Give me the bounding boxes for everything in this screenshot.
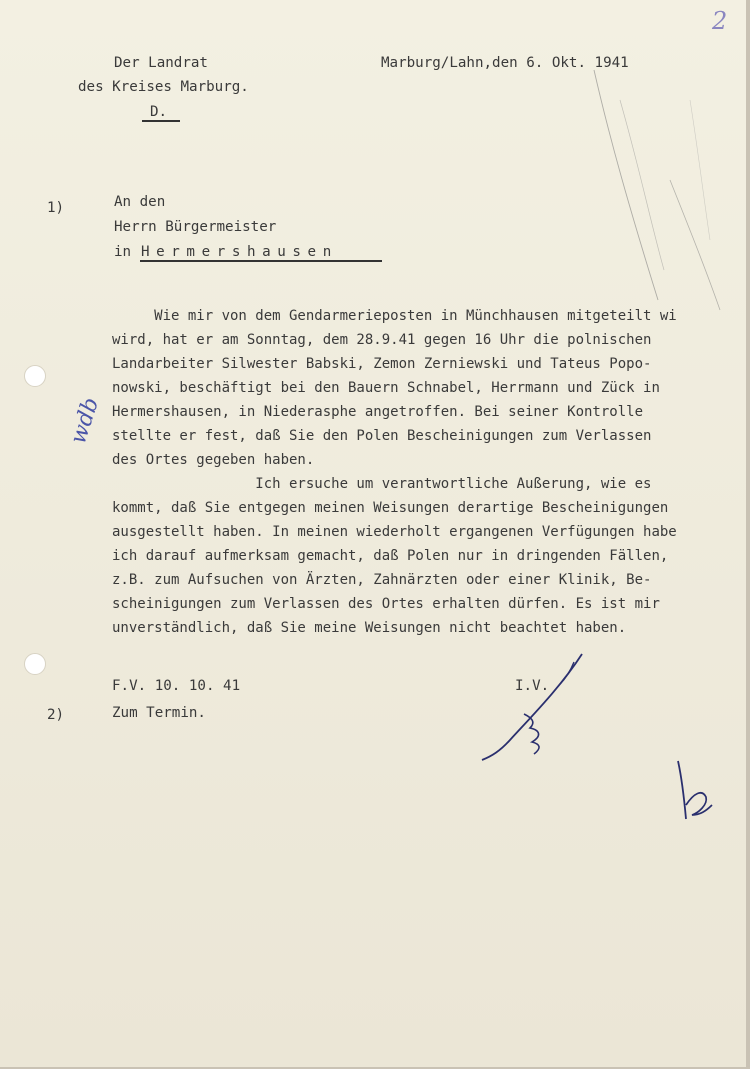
sender-line-2: des Kreises Marburg. — [78, 79, 249, 95]
body-line: ausgestellt haben. In meinen wiederholt ergangenen Verfügungen habe — [112, 524, 677, 540]
fv-note: F.V. 10. 10. 41 — [112, 678, 241, 694]
body-line: scheinigungen zum Verlassen des Ortes erhalten dürfen. Es ist mir — [112, 596, 660, 612]
termin-note: Zum Termin. — [112, 705, 206, 721]
body-line: des Ortes gegeben haben. — [112, 452, 315, 468]
sender-reference: D. — [150, 104, 168, 120]
address-number: 1) — [47, 200, 65, 216]
body-line: unverständlich, daß Sie meine Weisungen nicht beachtet haben. — [112, 620, 627, 636]
address-line-1: An den — [114, 194, 166, 210]
corner-mark: 2 — [712, 7, 728, 35]
iv-label: I.V. — [515, 678, 550, 694]
place-date: Marburg/Lahn,den 6. Okt. 1941 — [381, 55, 629, 71]
body-line: z.B. zum Aufsuchen von Ärzten, Zahnärzten oder einer Klinik, Be- — [112, 572, 652, 588]
body-line: kommt, daß Sie entgegen meinen Weisungen derartige Bescheinigungen — [112, 500, 669, 516]
address-prefix: in — [114, 244, 132, 260]
initials-mark — [668, 755, 718, 825]
body-line: stellte er fest, daß Sie den Polen Bescheinigungen zum Verlassen — [112, 428, 652, 444]
item-number-2: 2) — [47, 707, 65, 723]
body-line: Landarbeiter Silwester Babski, Zemon Zerniewski und Tateus Popo- — [112, 356, 652, 372]
reference-underline — [142, 120, 180, 122]
body-line: wird, hat er am Sonntag, dem 28.9.41 gegen 16 Uhr die polnischen — [112, 332, 652, 348]
body-line: Wie mir von dem Gendarmerieposten in Münchhausen mitgeteilt wi — [112, 308, 677, 324]
sender-line-1: Der Landrat — [114, 55, 208, 71]
town-underline — [140, 260, 382, 262]
margin-note: wdb — [65, 394, 105, 448]
punch-hole-top — [24, 365, 46, 387]
address-line-2: Herrn Bürgermeister — [114, 219, 277, 235]
ink-streaks — [580, 60, 740, 320]
signature — [470, 648, 600, 768]
address-town: Hermershausen — [141, 244, 338, 260]
body-line: nowski, beschäftigt bei den Bauern Schnabel, Herrmann und Zück in — [112, 380, 660, 396]
body-line: Hermershausen, in Niederasphe angetroffen. Bei seiner Kontrolle — [112, 404, 644, 420]
body-line: Ich ersuche um verantwortliche Außerung, wie es — [112, 476, 652, 492]
body-line: ich darauf aufmerksam gemacht, daß Polen nur in dringenden Fällen, — [112, 548, 669, 564]
punch-hole-bottom — [24, 653, 46, 675]
